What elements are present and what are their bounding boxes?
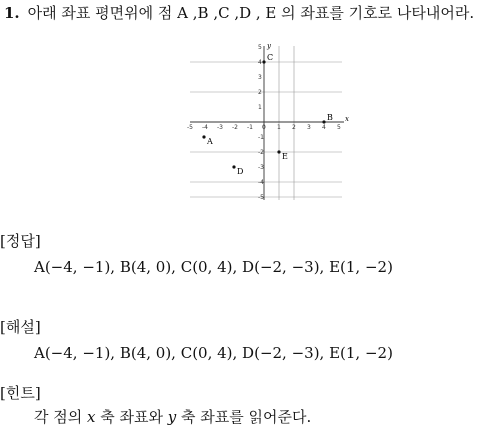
point-label-b: B [327, 113, 333, 122]
x-tick-label: -4 [202, 124, 208, 131]
explanation-label: [해설] [0, 318, 41, 336]
hint-suffix: 축 좌표를 읽어준다. [176, 408, 312, 426]
point-label-c: C [267, 53, 274, 62]
point-e [277, 150, 280, 153]
y-tick-label: 2 [258, 89, 262, 96]
hint-text [34, 406, 311, 427]
x-tick-label: -5 [187, 124, 193, 131]
x-tick-label: 0 [262, 124, 266, 131]
hint-prefix: 각 점의 [34, 408, 88, 426]
x-tick-label: -1 [247, 124, 253, 131]
x-tick-label: 4 [322, 124, 326, 131]
points [202, 53, 333, 176]
grid-lines [190, 46, 342, 200]
hint-var-y: y [167, 408, 177, 426]
hint-var-x: x [87, 408, 96, 426]
answer-label: [정답] [0, 232, 41, 250]
y-tick-label: -5 [258, 194, 264, 201]
x-tick-label: -2 [232, 124, 238, 131]
explanation-text: A(−4, −1), B(4, 0), C(0, 4), D(−2, −3), E(1, −2) [34, 344, 393, 362]
answer-text: A(−4, −1), B(4, 0), C(0, 4), D(−2, −3), E(1, −2) [34, 258, 393, 276]
point-d [232, 165, 235, 168]
y-tick-label: 3 [258, 74, 262, 81]
y-tick-label: -1 [258, 134, 264, 141]
coordinate-plane [188, 42, 348, 202]
x-tick-label: 2 [292, 124, 296, 131]
question [4, 2, 474, 23]
question-number: 1. [4, 4, 20, 22]
question-text: 아래 좌표 평면위에 점 A ,B ,C ,D , E 의 좌표를 기호로 나타내어라. [27, 4, 475, 22]
x-tick-label: 5 [337, 124, 341, 131]
hint-middle: 축 좌표와 [95, 408, 168, 426]
y-tick-label: 1 [258, 104, 262, 111]
point-label-d: D [237, 167, 244, 176]
point-c [262, 60, 265, 63]
x-axis-label: x [345, 115, 349, 123]
point-b [322, 120, 325, 123]
x-tick-label: 1 [277, 124, 281, 131]
x-tick-label: 3 [307, 124, 311, 131]
point-label-a: A [207, 137, 213, 146]
y-tick-label: -3 [258, 164, 264, 171]
point-label-e: E [282, 152, 288, 161]
y-axis-label: y [267, 42, 271, 50]
y-tick-label: -2 [258, 149, 264, 156]
y-tick-label: -4 [258, 179, 264, 186]
hint-label: [힌트] [0, 384, 41, 402]
y-tick-label: 5 [258, 44, 262, 51]
x-tick-label: -3 [217, 124, 223, 131]
y-tick-label: 4 [258, 59, 262, 66]
point-a [202, 135, 205, 138]
